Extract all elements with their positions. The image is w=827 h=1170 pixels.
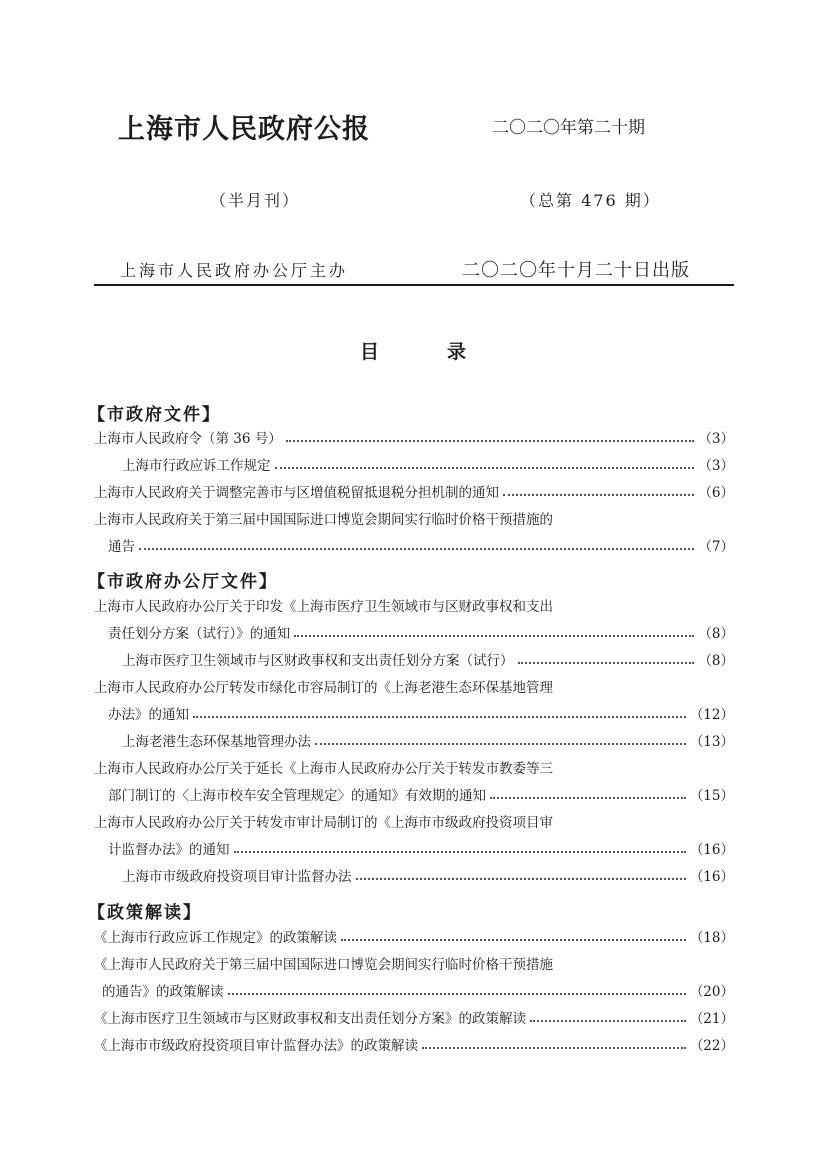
toc-entry-page: （22） [689,1038,734,1054]
toc-heading-char-1: 目 [360,341,380,363]
host-organization: 上海市人民政府办公厅主办 [120,261,349,280]
toc-entry[interactable] [94,926,734,946]
toc-entry[interactable] [108,535,734,555]
dot-leader [228,992,686,995]
header-divider [94,284,734,286]
gazette-title: 上海市人民政府公报 [118,114,370,145]
toc-entry[interactable] [94,953,734,973]
dot-leader [530,1019,686,1022]
toc-entry-text: 责任划分方案（试行）》的通知 [108,626,291,642]
toc-entry[interactable] [94,1034,734,1054]
toc-entry[interactable] [108,622,734,642]
dot-leader [503,493,694,496]
toc-entry-page: （20） [689,984,734,1000]
toc-entry-text: 通告 [108,539,135,555]
section-title-municipal-docs: 【市政府文件】 [88,405,221,425]
dot-leader [356,877,686,880]
dot-leader [286,439,695,442]
toc-entry-text: 《上海市行政应诉工作规定》的政策解读 [94,930,337,946]
toc-entry-text: 计监督办法》的通知 [108,842,230,858]
toc-entry-page: （18） [689,930,734,946]
toc-entry-page: （13） [689,734,734,750]
toc-entry-text: 上海市人民政府办公厅转发市绿化市容局制订的《上海老港生态环保基地管理 [94,680,553,696]
toc-entry-text: 上海市市级政府投资项目审计监督办法 [122,869,352,885]
toc-entry-page: （8） [698,626,734,642]
toc-entry-text: 上海市人民政府令（第 36 号） [94,431,282,447]
toc-entry[interactable] [122,865,734,885]
toc-entry-page: （15） [689,788,734,804]
toc-entry[interactable] [94,811,734,831]
toc-entry[interactable] [94,1007,734,1027]
toc-entry-text: 部门制订的〈上海市校车安全管理规定〉的通知》有效期的通知 [108,788,486,804]
toc-entry[interactable] [108,838,734,858]
toc-entry-page: （6） [698,485,734,501]
section-title-office-docs: 【市政府办公厅文件】 [88,572,278,592]
toc-entry[interactable] [94,508,734,528]
toc-entry[interactable] [94,427,734,447]
toc-entry[interactable] [108,784,734,804]
toc-entry-text: 上海市人民政府关于调整完善市与区增值税留抵退税分担机制的通知 [94,485,499,501]
dot-leader [490,796,686,799]
toc-entry[interactable] [122,730,734,750]
toc-entry-text: 上海市医疗卫生领域市与区财政事权和支出责任划分方案（试行） [122,653,514,669]
dot-leader [193,715,686,718]
issue-number: 二〇二〇年第二十期 [492,118,645,138]
toc-entry[interactable] [94,757,734,777]
toc-entry[interactable] [102,980,734,1000]
toc-entry-text: 上海市人民政府关于第三届中国国际进口博览会期间实行临时价格干预措施的 [94,512,553,528]
toc-entry[interactable] [94,595,734,615]
toc-entry-text: 上海市人民政府办公厅关于印发《上海市医疗卫生领域市与区财政事权和支出 [94,599,553,615]
toc-entry[interactable] [122,649,734,669]
dot-leader [518,661,695,664]
toc-entry-text: 《上海市人民政府关于第三届中国国际进口博览会期间实行临时价格干预措施 [94,957,553,973]
dot-leader [275,466,695,469]
toc-heading-char-2: 录 [447,341,467,363]
dot-leader [139,547,694,550]
toc-entry-page: （21） [689,1011,734,1027]
publish-date: 二〇二〇年十月二十日出版 [462,260,690,281]
toc-entry[interactable] [94,481,734,501]
toc-entry-text: 办法》的通知 [108,707,189,723]
toc-entry-page: （16） [689,869,734,885]
toc-entry-page: （16） [689,842,734,858]
section-title-policy-interpretation: 【政策解读】 [88,903,202,923]
toc-entry-text: 的通告》的政策解读 [102,984,224,1000]
dot-leader [422,1046,686,1049]
toc-entry-page: （12） [689,707,734,723]
total-issue-number: （总第 476 期） [520,191,661,210]
dot-leader [294,634,694,637]
toc-entry-page: （8） [698,653,734,669]
toc-entry-text: 上海老港生态环保基地管理办法 [122,734,311,750]
toc-entry-text: 《上海市医疗卫生领域市与区财政事权和支出责任划分方案》的政策解读 [94,1011,526,1027]
toc-entry-page: （3） [698,458,734,474]
toc-entry-text: 上海市人民政府办公厅关于转发市审计局制订的《上海市市级政府投资项目审 [94,815,553,831]
publication-frequency: （半月刊） [210,191,301,210]
toc-entry-text: 上海市人民政府办公厅关于延长《上海市人民政府办公厅关于转发市教委等三 [94,761,553,777]
dot-leader [315,742,686,745]
toc-entry-page: （3） [698,431,734,447]
dot-leader [234,850,686,853]
toc-entry[interactable] [108,703,734,723]
dot-leader [341,938,686,941]
toc-entry-text: 《上海市市级政府投资项目审计监督办法》的政策解读 [94,1038,418,1054]
toc-entry[interactable] [94,676,734,696]
toc-entry[interactable] [122,454,734,474]
toc-entry-page: （7） [698,539,734,555]
toc-entry-text: 上海市行政应诉工作规定 [122,458,271,474]
